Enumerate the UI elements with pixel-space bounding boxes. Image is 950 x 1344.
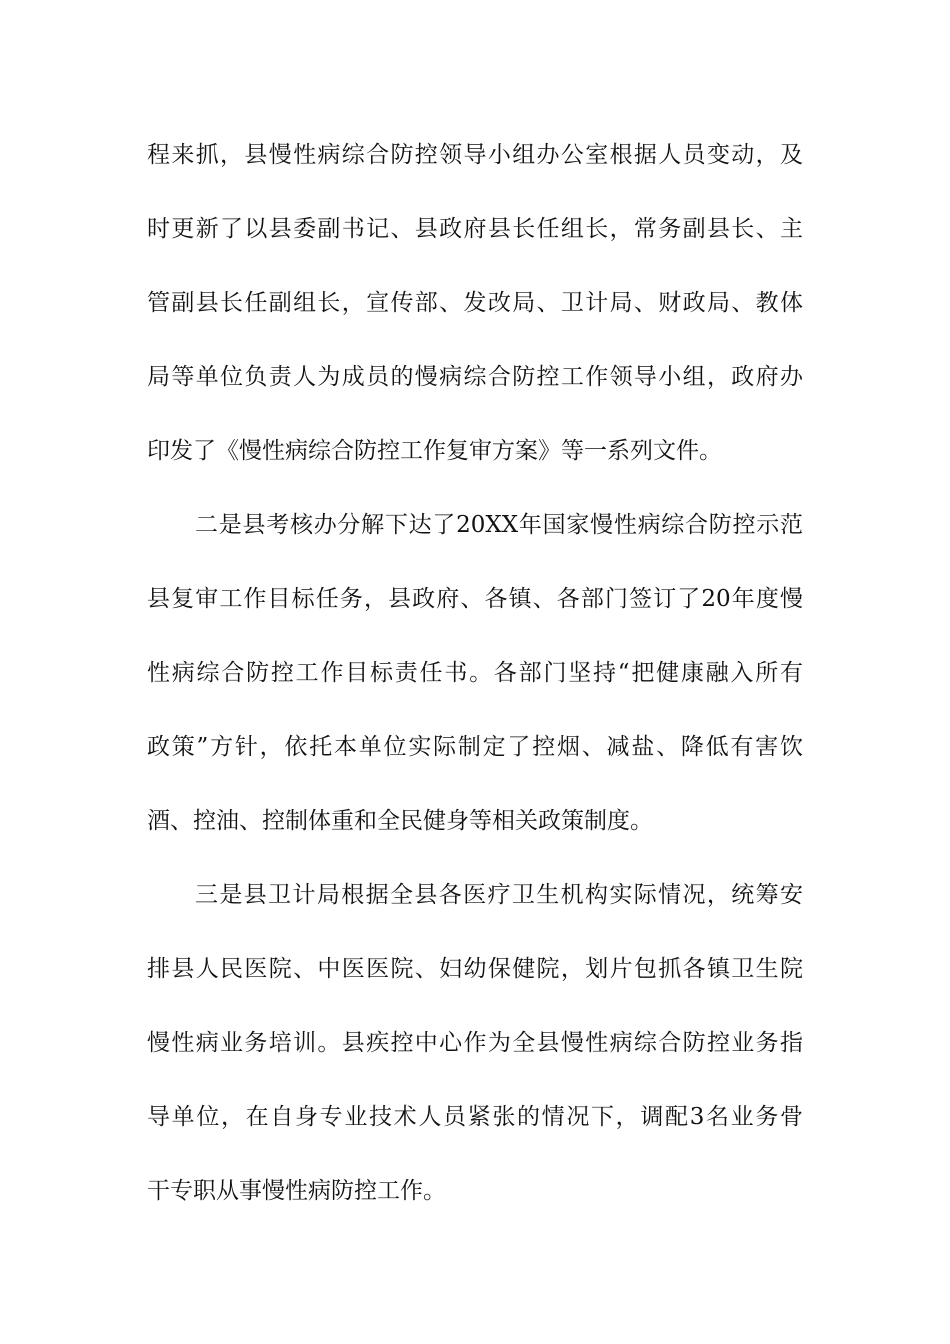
paragraph-1-line-1: 程来抓，县慢性病综合防控领导小组办公室根据人员变动，及 [147,142,803,168]
paragraph-3-line-1: 三是县卫计局根据全县各医疗卫生机构实际情况，统筹安 [195,882,803,908]
paragraph-2-line-3: 性病综合防控工作目标责任书。各部门坚持“把健康融入所有 [147,660,803,686]
paragraph-2-line-4: 政策”方针，依托本单位实际制定了控烟、减盐、降低有害饮 [147,734,803,760]
paragraph-3-line-2: 排县人民医院、中医医院、妇幼保健院，划片包抓各镇卫生院 [147,956,803,982]
paragraph-3-line-3: 慢性病业务培训。县疾控中心作为全县慢性病综合防控业务指 [147,1030,803,1056]
paragraph-1-line-3: 管副县长任副组长，宣传部、发改局、卫计局、财政局、教体 [147,290,803,316]
paragraph-2-line-1: 二是县考核办分解下达了20XX年国家慢性病综合防控示范 [195,512,803,538]
paragraph-3-line-5: 干专职从事慢性病防控工作。 [147,1178,446,1204]
paragraph-1-line-5: 印发了《慢性病综合防控工作复审方案》等一系列文件。 [147,438,722,464]
paragraph-1-line-2: 时更新了以县委副书记、县政府县长任组长，常务副县长、主 [147,216,803,242]
paragraph-2-line-5: 酒、控油、控制体重和全民健身等相关政策制度。 [147,808,653,834]
paragraph-3-line-4: 导单位，在自身专业技术人员紧张的情况下，调配3名业务骨 [147,1104,803,1130]
paragraph-2-line-2: 县复审工作目标任务，县政府、各镇、各部门签订了20年度慢 [147,586,803,612]
paragraph-1-line-4: 局等单位负责人为成员的慢病综合防控工作领导小组，政府办 [147,364,803,390]
